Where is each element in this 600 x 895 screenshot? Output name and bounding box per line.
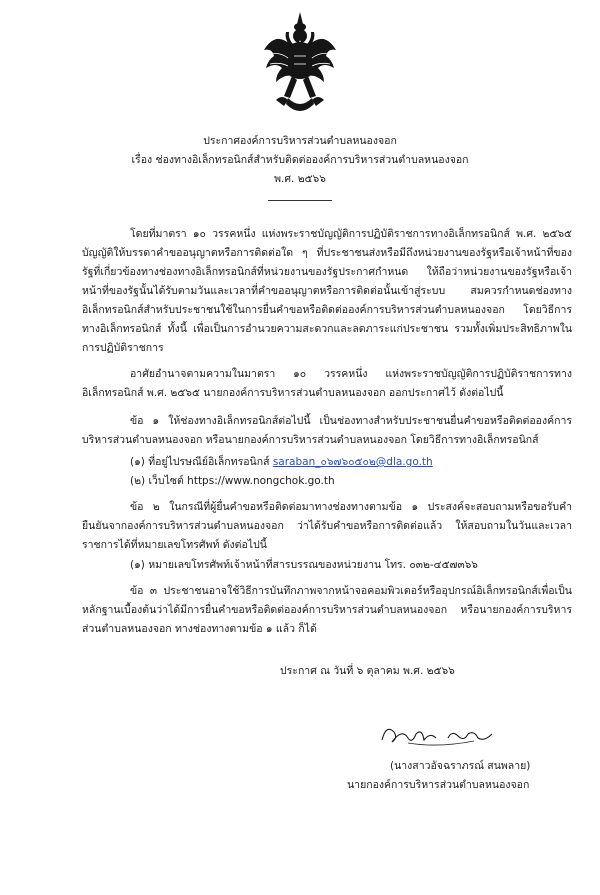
announcement-date: ประกาศ ณ วันที่ ๖ ตุลาคม พ.ศ. ๒๕๖๖ (280, 665, 455, 677)
garuda-emblem-icon (262, 10, 338, 118)
website-link[interactable]: https://www.nongchok.go.th (187, 475, 335, 487)
paragraph-clause-1: ข้อ ๑ ให้ช่องทางอิเล็กทรอนิกส์ต่อไปนี้ เป็นช่องทางสำหรับประชาชนยื่นคำขอหรือติดต่อองค์การบริหารส่วนตำบลหนองจอก หรือนายกองค์การบริหารส่วนตำบลหนองจอก โดยวิธีการทางอิเล็กทรอนิกส์ (82, 415, 572, 446)
phone-item: (๑) หมายเลขโทรศัพท์เจ้าหน้าที่สารบรรณของหน่วยงาน โทร. ๐๓๒-๔๕๗๓๖๖ (130, 559, 478, 571)
website-label: (๒) เว็บไซต์ (130, 475, 184, 487)
subject-heading: เรื่อง ช่องทางอิเล็กทรอนิกส์สำหรับติดต่อองค์การบริหารส่วนตำบลหนองจอก (131, 154, 469, 166)
paragraph-clause-2: ข้อ ๒ ในกรณีที่ผู้ยื่นคำขอหรือติดต่อมาทางช่องทางตามข้อ ๑ ประสงค์จะสอบถามหรือขอรับคำยืนยันจากองค์การบริหารส่วนตำบลหนองจอก ว่าได้รับคำขอหรือการติดต่อแล้ว ให้สอบถามในวันและเวลาราชการได้ที่หมายเลขโทรศัพท์ ดังต่อไปนี้ (82, 501, 572, 551)
year-heading: พ.ศ. ๒๕๖๖ (274, 173, 326, 185)
paragraph-clause-3: ข้อ ๓ ประชาชนอาจใช้วิธีการบันทึกภาพจากหน้าจอคอมพิวเตอร์หรืออุปกรณ์อิเล็กทรอนิกส์เพื่อเป็นหลักฐานเบื้องต้นว่าได้มีการยื่นคำขอหรือติดต่อองค์การบริหารส่วนตำบลหนองจอก หรือนายกองค์การบริหารส่วนตำบลหนองจอก ทางช่องทางตามข้อ ๑ แล้ว ก็ได้ (82, 585, 572, 635)
issuer-heading: ประกาศองค์การบริหารส่วนตำบลหนองจอก (203, 135, 397, 147)
website-item (130, 473, 335, 489)
signer-title: นายกองค์การบริหารส่วนตำบลหนองจอก (347, 779, 530, 791)
signer-name: (นางสาวอัจฉราภรณ์ สนพลาย) (390, 760, 531, 772)
divider (268, 200, 332, 201)
email-item (130, 454, 433, 470)
email-link[interactable]: saraban_๐๖๗๖๐๕๐๒@dla.go.th (272, 456, 433, 468)
email-label: (๑) ที่อยู่ไปรษณีย์อิเล็กทรอนิกส์ (130, 456, 270, 468)
signature (378, 718, 498, 752)
paragraph-authority: อาศัยอำนาจตามความในมาตรา ๑๐ วรรคหนึ่ง แห่งพระราชบัญญัติการปฏิบัติราชการทางอิเล็กทรอนิกส์ พ.ศ. ๒๕๖๕ นายกองค์การบริหารส่วนตำบลหนองจอก ออกประกาศไว้ ดังต่อไปนี้ (82, 368, 572, 399)
paragraph-preamble: โดยที่มาตรา ๑๐ วรรคหนึ่ง แห่งพระราชบัญญัติการปฏิบัติราชการทางอิเล็กทรอนิกส์ พ.ศ. ๒๕๖๕ บัญญัติให้บรรดาคำขออนุญาตหรือการติดต่อใด ๆ ที่ประชาชนส่งหรือมีถึงหน่วยงานของรัฐหรือเจ้าหน้าที่ของรัฐที่เกี่ยวข้องทางช่องทางอิเล็กทรอนิกส์ที่หน่วยงานของรัฐประกาศกำหนด ให้ถือว่าหน่วยงานของรัฐหรือเจ้าหน้าที่ของรัฐนั้นได้รับตามวันและเวลาที่คำขออนุญาตหรือการติดต่อนั้นเข้าสู่ระบบ สมควรกำหนดช่องทางอิเล็กทรอนิกส์สำหรับประชาชนใช้ในการยื่นคำขอหรือติดต่อองค์การบริหารส่วนตำบลหนองจอก โดยวิธีการทางอิเล็กทรอนิกส์ ทั้งนี้ เพื่อเป็นการอำนวยความสะดวกและลดภาระแก่ประชาชน รวมทั้งเพิ่มประสิทธิภาพในการปฏิบัติราชการ (82, 228, 572, 354)
